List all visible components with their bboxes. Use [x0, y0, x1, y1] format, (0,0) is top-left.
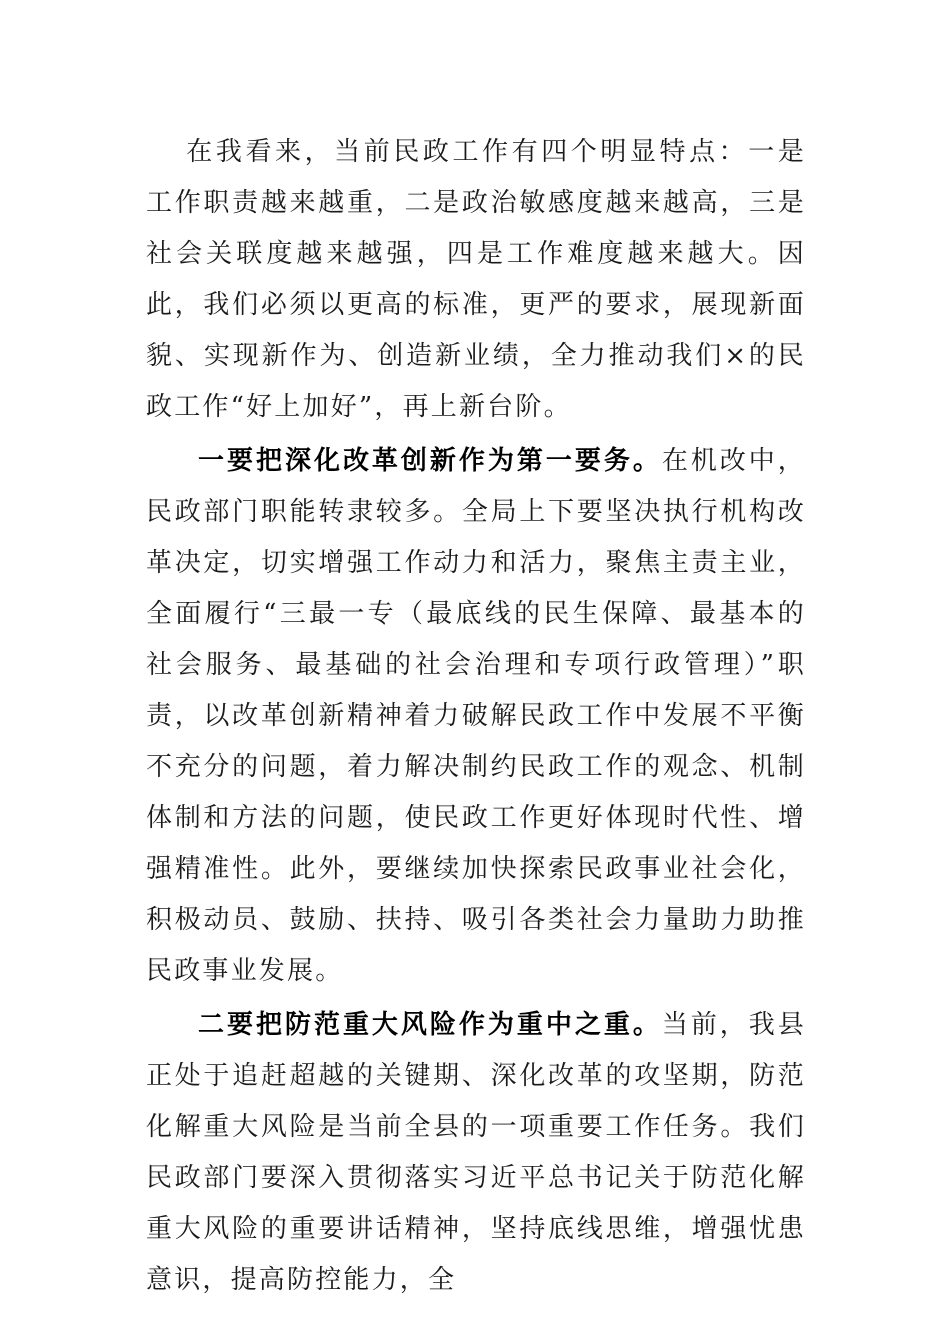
paragraph-lead: 二要把防范重大风险作为重中之重。 [198, 1010, 662, 1040]
document-body [146, 127, 806, 1309]
paragraph-text: 在机改中，民政部门职能转隶较多。全局上下要坚决执行机构改革决定，切实增强工作动力和活力，聚焦主责主业，全面履行“三最一专（最底线的民生保障、最基本的社会服务、最基础的社会治理和专项行政管理）”职责，以改革创新精神着力破解民政工作中发展不平衡不充分的问题，着力解决制约民政工作的观念、机制体制和方法的问题，使民政工作更好体现时代性、增强精准性。此外，要继续加快探索民政事业社会化，积极动员、鼓励、扶持、吸引各类社会力量助力助推民政事业发展。 [146, 446, 806, 986]
paragraph-text: 当前，我县正处于追赶超越的关键期、深化改革的攻坚期，防范化解重大风险是当前全县的一项重要工作任务。我们民政部门要深入贯彻落实习近平总书记关于防范化解重大风险的重要讲话精神，坚持底线思维，增强忧患意识，提高防控能力，全 [146, 1010, 806, 1295]
paragraph-risk [146, 1000, 806, 1306]
paragraph-lead: 一要把深化改革创新作为第一要务。 [198, 446, 662, 476]
paragraph-reform [146, 436, 806, 997]
paragraph-intro [146, 127, 806, 433]
paragraph-text: 在我看来，当前民政工作有四个明显特点：一是工作职责越来越重，二是政治敏感度越来越高，三是社会关联度越来越强，四是工作难度越来越大。因此，我们必须以更高的标准，更严的要求，展现新面貌、实现新作为、创造新业绩，全力推动我们×的民政工作“好上加好”，再上新台阶。 [146, 137, 806, 422]
